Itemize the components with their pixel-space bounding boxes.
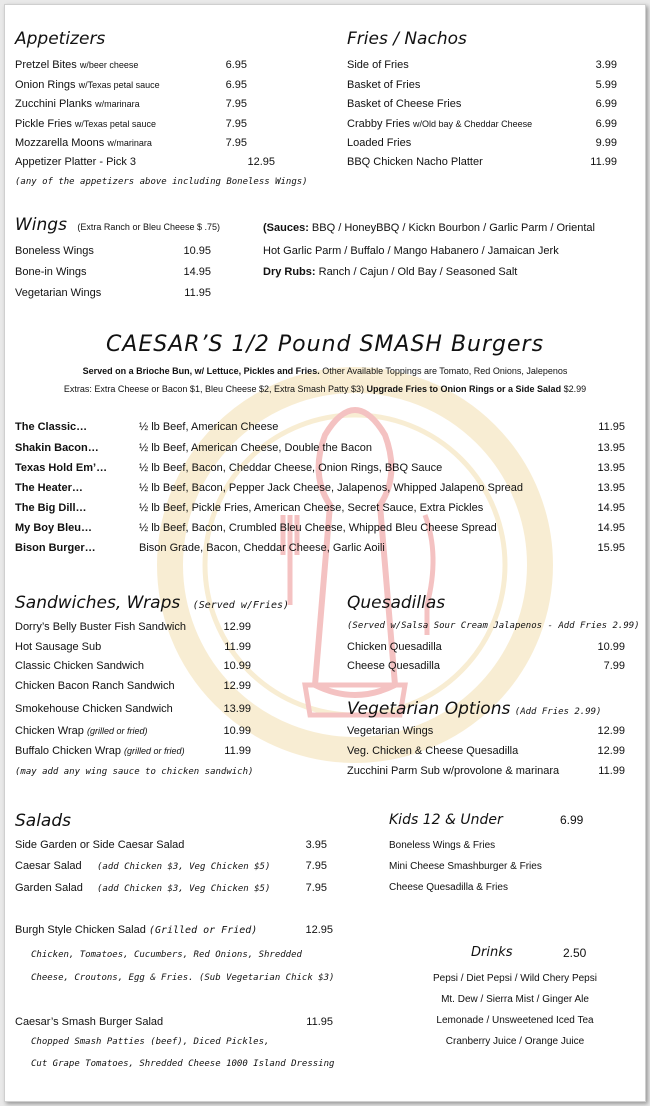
burgh-desc-2: Cheese, Croutons, Egg & Fries. (Sub Vegetarian Chick $3) [31, 973, 335, 983]
item-price: 7.95 [225, 98, 247, 110]
wings-extra: (Extra Ranch or Bleu Cheese $ .75) [77, 222, 220, 232]
upgrade-text: Upgrade Fries to Onion Rings or a Side Salad [366, 384, 562, 394]
menu-item: Chicken Bacon Ranch Sandwich [15, 680, 175, 692]
vegetarian-heading: Vegetarian Options [347, 699, 511, 719]
sauces-label: (Sauces: [263, 222, 309, 234]
item-price: 7.99 [603, 660, 625, 672]
appetizers-heading: Appetizers [15, 29, 106, 49]
sandwiches-note: (may add any wing sauce to chicken sandwich) [15, 767, 254, 777]
menu-item: Garden Salad [15, 882, 83, 894]
item-price: 5.99 [595, 79, 617, 91]
menu-item: Caesar Salad [15, 860, 82, 872]
sandwiches-subtitle: (Served w/Fries) [192, 600, 289, 611]
menu-item: Dorry’s Belly Buster Fish Sandwich [15, 621, 186, 633]
item-price: 15.95 [597, 542, 625, 554]
drinks-line: Mt. Dew / Sierra Mist / Ginger Ale [441, 994, 589, 1005]
smash-desc-2: Cut Grape Tomatoes, Shredded Cheese 1000 Island Dressing [31, 1059, 335, 1069]
item-price: 7.95 [225, 137, 247, 149]
item-name: Pretzel Bites [15, 59, 77, 71]
fries-heading: Fries / Nachos [347, 29, 467, 49]
item-price: 10.99 [223, 660, 251, 672]
item-name: Mozzarella Moons [15, 137, 105, 149]
item-name: Chicken Wrap [15, 725, 84, 737]
kids-header [389, 811, 503, 828]
item-price: 11.99 [224, 641, 251, 653]
item-name: Crabby Fries [347, 118, 410, 130]
rubs-label: Dry Rubs: [263, 266, 316, 278]
burger-name: Texas Hold Em’… [15, 462, 108, 474]
item-price: 3.95 [305, 839, 327, 851]
item-price: 6.95 [225, 59, 247, 71]
menu-item [15, 156, 136, 168]
item-name: Onion Rings [15, 79, 76, 91]
item-name: Burgh Style Chicken Salad [15, 924, 146, 936]
menu-item: Basket of Fries [347, 79, 421, 91]
kids-item: Mini Cheese Smashburger & Fries [389, 861, 542, 872]
quesadillas-heading: Quesadillas [347, 593, 446, 613]
burgh-salad [15, 924, 257, 936]
item-desc: w/marinara [95, 99, 140, 109]
item-price: 11.99 [598, 765, 625, 777]
drinks-line: Lemonade / Unsweetened Iced Tea [436, 1015, 594, 1026]
item-desc: (grilled or fried) [124, 746, 185, 756]
menu-item: Bone-in Wings [15, 266, 87, 278]
item-name: Pickle Fries [15, 118, 72, 130]
item-desc: (add Chicken $3, Veg Chicken $5) [97, 884, 271, 894]
menu-item: Classic Chicken Sandwich [15, 660, 144, 672]
menu-item: Smokehouse Chicken Sandwich [15, 703, 173, 715]
burger-desc: ½ lb Beef, Bacon, Cheddar Cheese, Onion Rings, BBQ Sauce [139, 462, 443, 474]
menu-item [15, 79, 160, 91]
menu-item [15, 725, 147, 737]
dry-rubs [263, 266, 517, 278]
vegetarian-header [347, 699, 601, 719]
item-name: Appetizer Platter - Pick 3 [15, 156, 137, 168]
menu-item [15, 745, 185, 757]
burger-name: The Heater… [15, 482, 83, 494]
drinks-line: Pepsi / Diet Pepsi / Wild Chery Pepsi [433, 973, 597, 984]
item-price: 12.95 [305, 924, 333, 936]
item-price: 13.95 [597, 482, 625, 494]
burger-desc: ½ lb Beef, Bacon, Pepper Jack Cheese, Jalapenos, Whipped Jalapeno Spread [139, 482, 524, 494]
drinks-line: Cranberry Juice / Orange Juice [445, 1036, 585, 1047]
quesadillas-note: (Served w/Salsa Sour Cream Jalapenos - Add Fries 2.99) [347, 621, 640, 631]
wings-heading: Wings [15, 215, 67, 235]
item-desc: w/beer cheese [79, 60, 139, 70]
menu-item: Side of Fries [347, 59, 409, 71]
burgers-extras [5, 384, 645, 394]
extras-text: Extras: Extra Cheese or Bacon $1, Bleu Cheese $2, Extra Smash Patty $3) [63, 384, 367, 394]
menu-item [15, 98, 140, 110]
burger-name: The Classic… [15, 421, 88, 433]
item-price: 12.95 [247, 156, 275, 168]
item-price: 12.99 [223, 680, 251, 692]
vegetarian-subtitle: (Add Fries 2.99) [514, 707, 602, 717]
menu-item [347, 118, 532, 130]
menu-item [15, 59, 138, 71]
kids-price: 6.99 [560, 813, 584, 827]
kids-heading: Kids 12 & Under [389, 812, 503, 828]
item-desc: w/Texas petal sauce [74, 119, 156, 129]
item-price: 14.95 [597, 522, 625, 534]
item-price: 7.95 [305, 860, 327, 872]
item-price: 7.95 [225, 118, 247, 130]
menu-item: Zucchini Parm Sub w/provolone & marinara [347, 765, 560, 777]
item-desc: w/marinara [107, 138, 152, 148]
item-price: 9.99 [595, 137, 617, 149]
item-price: 12.99 [597, 725, 625, 737]
item-price: 13.99 [223, 703, 251, 715]
burger-desc: ½ lb Beef, Pickle Fries, American Cheese, Secret Sauce, Extra Pickles [139, 502, 484, 514]
kids-item: Boneless Wings & Fries [389, 840, 496, 851]
item-price: 12.99 [597, 745, 625, 757]
menu-item: Hot Sausage Sub [15, 641, 102, 653]
item-price: 10.99 [597, 641, 625, 653]
menu-item: Chicken Quesadilla [347, 641, 442, 653]
menu-item: Boneless Wings [15, 245, 94, 257]
item-desc: (grilled or fried) [86, 726, 148, 736]
item-price: 10.99 [223, 725, 251, 737]
wings-header [15, 215, 220, 235]
item-price: 14.95 [597, 502, 625, 514]
item-price: 11.99 [224, 745, 251, 757]
burger-desc: Bison Grade, Bacon, Cheddar Cheese, Garlic Aoili [139, 542, 385, 554]
burger-name: The Big Dill… [15, 502, 87, 514]
burger-desc: ½ lb Beef, American Cheese, Double the Bacon [139, 442, 372, 454]
menu-item [15, 137, 152, 149]
menu-item: Basket of Cheese Fries [347, 98, 462, 110]
appetizers-note: (any of the appetizers above including Boneless Wings) [15, 177, 308, 187]
burger-name: My Boy Bleu… [15, 522, 93, 534]
sandwiches-header [15, 593, 289, 613]
kids-item: Cheese Quesadilla & Fries [389, 882, 508, 893]
item-desc: w/Texas petal sauce [78, 80, 160, 90]
drinks-heading: Drinks [471, 945, 513, 960]
smash-salad: Caesar’s Smash Burger Salad [15, 1016, 164, 1028]
menu-item: Cheese Quesadilla [347, 660, 440, 672]
smash-desc-1: Chopped Smash Patties (beef), Diced Pickles, [31, 1037, 270, 1047]
item-name: Buffalo Chicken Wrap [15, 745, 121, 757]
menu-item: Veg. Chicken & Cheese Quesadilla [347, 745, 519, 757]
menu-item: Vegetarian Wings [15, 287, 102, 299]
menu-item: Loaded Fries [347, 137, 412, 149]
burger-desc: ½ lb Beef, Bacon, Crumbled Bleu Cheese, Whipped Bleu Cheese Spread [139, 522, 497, 534]
item-price: 11.95 [184, 287, 211, 299]
item-price: 11.99 [590, 156, 617, 168]
burgers-served [5, 366, 645, 376]
item-price: 13.95 [597, 462, 625, 474]
served-rest: Other Available Toppings are Tomato, Red Onions, Jalepenos [319, 366, 568, 376]
burger-name: Bison Burger… [15, 542, 96, 554]
item-desc: (add Chicken $3, Veg Chicken $5) [97, 862, 271, 872]
rubs-text: Ranch / Cajun / Old Bay / Seasoned Salt [315, 266, 518, 278]
item-price: 14.95 [183, 266, 211, 278]
burger-desc: ½ lb Beef, American Cheese [139, 421, 279, 433]
sandwiches-heading: Sandwiches, Wraps [15, 593, 181, 613]
item-price: 10.95 [183, 245, 211, 257]
wing-sauces [263, 222, 595, 234]
item-price: 6.99 [595, 118, 617, 130]
sauces-text: BBQ / HoneyBBQ / Kickn Bourbon / Garlic Parm / Oriental [308, 222, 595, 234]
menu-item: BBQ Chicken Nacho Platter [347, 156, 483, 168]
menu-item: Vegetarian Wings [347, 725, 434, 737]
item-desc: w/Old bay & Cheddar Cheese [413, 119, 533, 129]
item-price: 7.95 [305, 882, 327, 894]
salads-heading: Salads [15, 811, 71, 831]
item-price: 6.99 [595, 98, 617, 110]
drinks-price: 2.50 [563, 946, 587, 960]
item-price: 6.95 [225, 79, 247, 91]
burgh-desc-1: Chicken, Tomatoes, Cucumbers, Red Onions, Shredded [31, 950, 302, 960]
item-desc: (Grilled or Fried) [148, 925, 258, 936]
menu-item [15, 118, 156, 130]
item-price: 3.99 [595, 59, 617, 71]
item-price: 12.99 [223, 621, 251, 633]
item-price: 11.95 [598, 421, 625, 433]
served-bold: Served on a Brioche Bun, w/ Lettuce, Pickles and Fries. [82, 366, 320, 376]
upgrade-price: $2.99 [561, 384, 587, 394]
menu-item: Side Garden or Side Caesar Salad [15, 839, 185, 851]
wing-sauces-2: Hot Garlic Parm / Buffalo / Mango Habanero / Jamaican Jerk [263, 245, 559, 257]
item-name: Zucchini Planks [15, 98, 93, 110]
item-price: 13.95 [597, 442, 625, 454]
item-price: 11.95 [306, 1016, 333, 1028]
burger-name: Shakin Bacon… [15, 442, 99, 454]
burgers-heading: CAESAR’S 1/2 Pound SMASH Burgers [105, 332, 545, 357]
menu-page [4, 4, 646, 1102]
